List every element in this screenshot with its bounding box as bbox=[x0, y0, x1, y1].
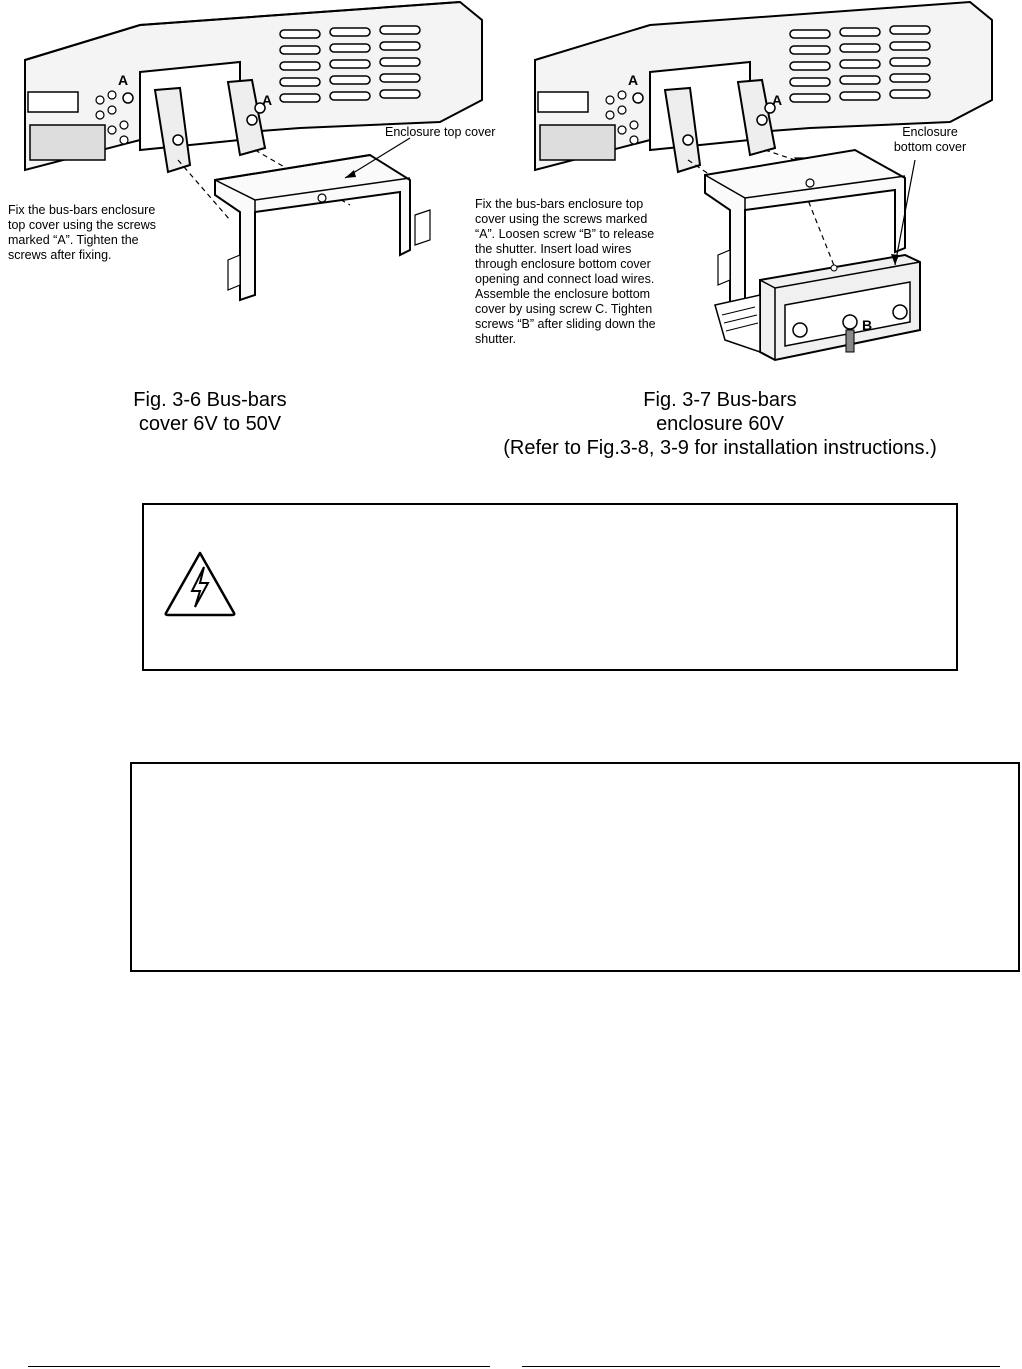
caption-fig-3-7 bbox=[450, 388, 990, 460]
instruction-fig-3-6: Fix the bus-bars enclosure top cover using the screws marked “A”. Tighten the screws after fixing. bbox=[8, 203, 156, 262]
screw-label-a-left: A bbox=[628, 72, 639, 88]
instruction-fig-3-7: Fix the bus-bars enclosure top cover using the screws marked “A”. Loosen screw “B” to release the shutter. Insert load wires through enclosure bottom cover opening and connect load wires. Assemble the enclosure bottom cover by using screw C. Tighten screws “B” after sliding down the shutter. bbox=[475, 197, 656, 346]
caption-fig-3-6-line2: cover 6V to 50V bbox=[138, 413, 282, 435]
caption-fig-3-7-line3: (Refer to Fig.3-8, 3-9 for installation instructions.) bbox=[503, 437, 937, 459]
caption-fig-3-7-line1: Fig. 3-7 Bus-bars bbox=[643, 389, 797, 411]
note-box bbox=[130, 762, 1020, 972]
callout-enclosure-top-cover: Enclosure top cover bbox=[385, 125, 496, 139]
caption-fig-3-7-line2: enclosure 60V bbox=[656, 413, 784, 435]
footer-rule-right bbox=[522, 1366, 1000, 1367]
callout-enclosure-bottom-cover: Enclosure bottom cover bbox=[893, 125, 967, 154]
warning-box bbox=[142, 503, 958, 671]
screw-label-a-left: A bbox=[118, 72, 129, 88]
bus-bars-cover-illustration bbox=[0, 0, 500, 380]
footer-rule-left bbox=[28, 1366, 490, 1367]
caption-fig-3-6 bbox=[80, 388, 340, 436]
screw-label-b: B bbox=[862, 317, 873, 333]
figure-3-7 bbox=[475, 0, 1010, 380]
screw-label-a-right: A bbox=[262, 92, 273, 108]
high-voltage-warning-icon bbox=[162, 549, 238, 619]
screw-label-a-right: A bbox=[772, 92, 783, 108]
figure-3-6 bbox=[0, 0, 500, 380]
caption-fig-3-6-line1: Fig. 3-6 Bus-bars bbox=[133, 389, 287, 411]
